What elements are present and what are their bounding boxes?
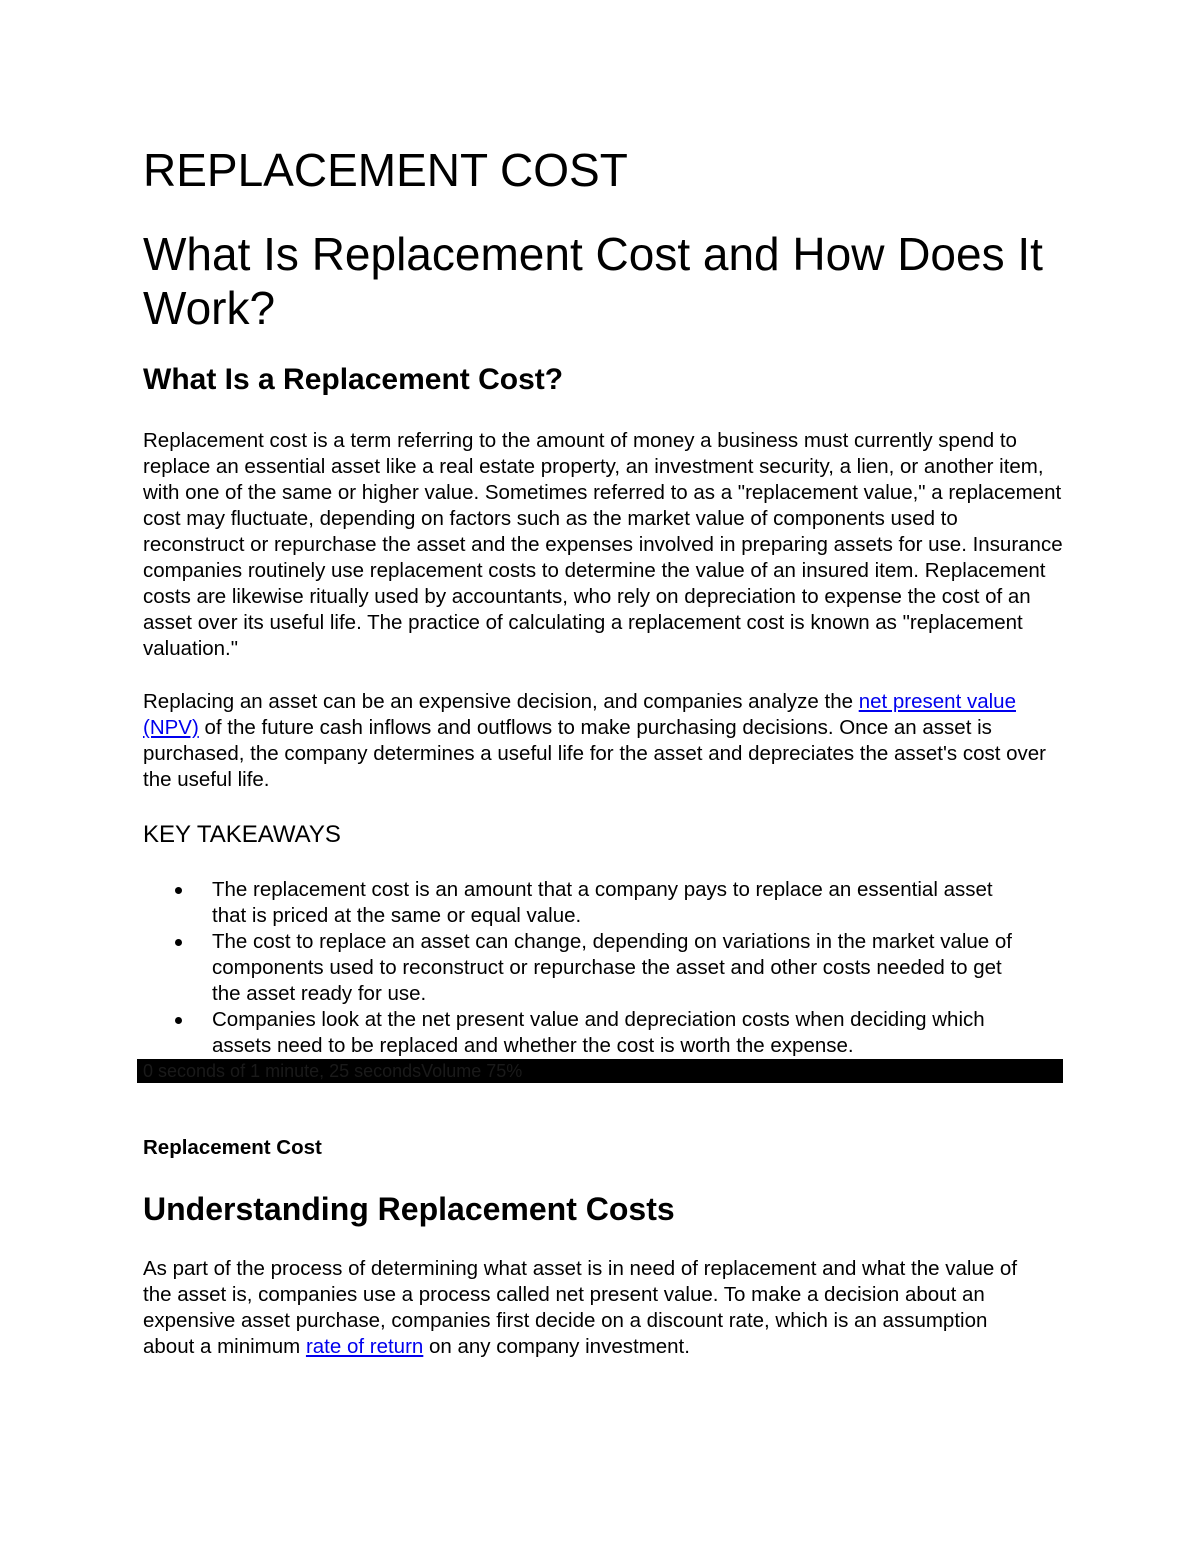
paragraph-npv-text-after: of the future cash inflows and outflows to make purchasing decisions. Once an asset is purchased, the company determines a useful life for the asset and depreciates the asset's cost over the useful life. [143,716,1047,791]
takeaway-text: The replacement cost is an amount that a company pays to replace an essential asset that is priced at the same or equal value. [212,878,993,927]
video-player-status: 0 seconds of 1 minute, 25 secondsVolume 75% [143,1061,523,1081]
paragraph-discount-text-before: As part of the process of determining what asset is in need of replacement and what the value of the asset is, companies use a process called net present value. To make a decision about an expensive asset purchase, companies first decide on a discount rate, which is an assumption about a minimum [143,1257,1018,1358]
paragraph-discount-text-after: on any company investment. [423,1335,690,1358]
takeaway-text: The cost to replace an asset can change, depending on variations in the market value of components used to reconstruct or repurchase the asset and other costs needed to get the asset ready for use. [212,930,1013,1005]
document-subtitle: What Is Replacement Cost and How Does It Work? [143,228,1043,334]
bullet-icon [175,1017,182,1024]
paragraph-definition: Replacement cost is a term referring to the amount of money a business must currently spend to replace an essential asset like a real estate property, an investment security, a lien, or another item, with one of the same or higher value. Sometimes referred to as a "replacement value," a replacement cost may fluctuate, depending on factors such as the market value of components used to reconstruct or repurchase the asset and the expenses involved in preparing assets for use. Insurance companies routinely use replacement costs to determine the value of an insured item. Replacement costs are likewise ritually used by accountants, who rely on depreciation to expense the cost of an asset over its useful life. The practice of calculating a replacement cost is known as "replacement valuation." [143,429,1063,660]
bullet-icon [175,887,182,894]
list-item [143,1007,1012,1059]
key-takeaways-heading: KEY TAKEAWAYS [143,821,341,848]
key-takeaways-list [143,877,1063,1059]
section-heading-understanding: Understanding Replacement Costs [143,1191,675,1227]
video-player-bar[interactable] [137,1059,1063,1083]
document-title: REPLACEMENT COST [143,144,628,196]
list-item [143,877,1012,929]
section-heading-what-is: What Is a Replacement Cost? [143,363,564,396]
bullet-icon [175,939,182,946]
list-item [143,929,1012,1007]
paragraph-discount-rate [143,1256,1043,1360]
takeaway-text: Companies look at the net present value and depreciation costs when deciding which assets need to be replaced and whether the cost is worth the expense. [212,1008,985,1057]
video-caption: Replacement Cost [143,1136,322,1159]
link-net-present-value[interactable]: net present value (NPV) [143,690,1016,739]
paragraph-npv [143,689,1063,793]
paragraph-npv-text-before: Replacing an asset can be an expensive decision, and companies analyze the [143,690,859,713]
link-rate-of-return[interactable]: rate of return [305,1335,424,1358]
